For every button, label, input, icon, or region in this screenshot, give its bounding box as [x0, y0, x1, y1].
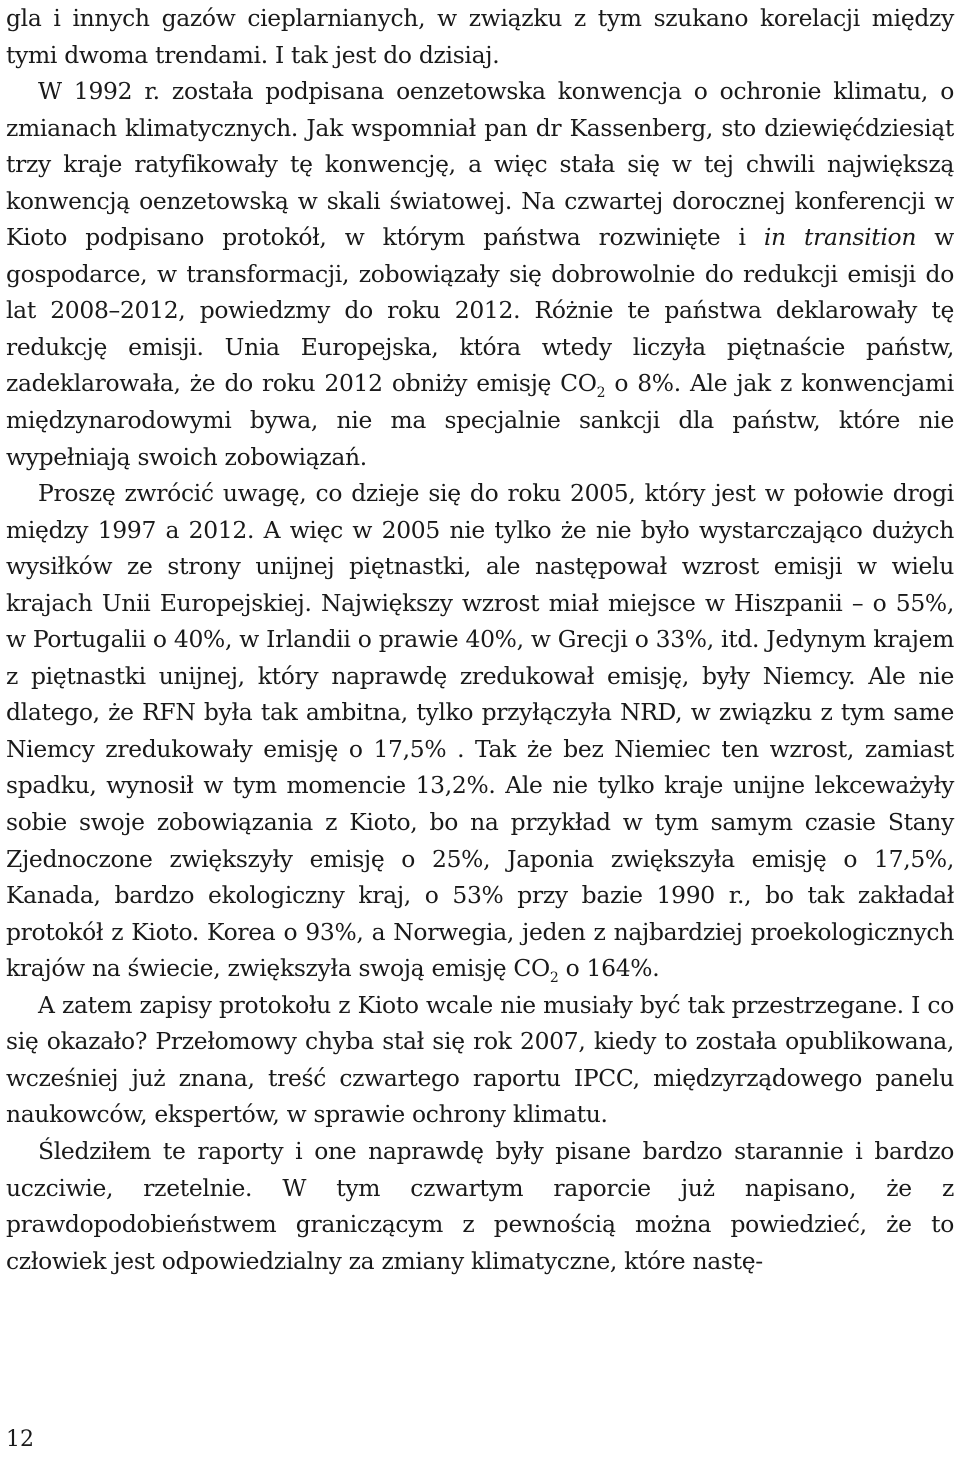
text-segment: A zatem zapisy protokołu z Kioto wcale nie musiały być tak przestrzegane. I co się okazało? Przełomowy chyba stał się rok 2007, kiedy to została opublikowana, wcześniej już znana, treść czwartego raportu IPCC, międzyrządowego panelu naukowców, ekspertów, w sprawie ochrony klimatu. [6, 990, 954, 1129]
italic-text: in transition [763, 223, 917, 252]
body-text [6, 0, 954, 1279]
text-segment: W 1992 r. została podpisana oenzetowska konwencja o ochronie klimatu, o zmianach klimatycznych. Jak wspomniał pan dr Kassenberg, sto dziewięćdziesiąt trzy kraje ratyfikowały tę konwencję, a więc stała się w tej chwili największą konwencją oenzetowską w skali światowej. Na czwartej dorocznej konferencji w Kioto podpisano protokół, w którym państwa rozwinięte i [6, 77, 954, 252]
text-segment: w gospodarce, w transformacji, zobowiązały się dobrowolnie do redukcji emisji do lat 2008–2012, powiedzmy do roku 2012. Różnie te państwa deklarowały tę redukcję emisji. Unia Europejska, która wtedy liczyła piętnaście państw, zadeklarowała, że do roku 2012 obniży emisję CO [6, 223, 955, 398]
text-segment: Proszę zwrócić uwagę, co dzieje się do roku 2005, który jest w połowie drogi między 1997 a 2012. A więc w 2005 nie tylko że nie było wystarczająco dużych wysiłków ze strony unijnej piętnastki, ale następował wzrost emisji w wielu krajach Unii Europejskiej. Największy wzrost miał miejsce w Hiszpanii – o 55%, w Portugalii o 40%, w Irlandii o prawie 40%, w Grecji o 33%, itd. Jedynym krajem z piętnastki unijnej, który naprawdę zredukował emisję, były Niemcy. Ale nie dlatego, że RFN była tak ambitna, tylko przyłączyła NRD, w związku z tym same Niemcy zredukowały emisję o 17,5% . Tak że bez Niemiec ten wzrost, zamiast spadku, wynosił w tym momencie 13,2%. Ale nie tylko kraje unijne lekceważyły sobie swoje zobowiązania z Kioto, bo na przykład w tym samym czasie Stany Zjednoczone zwiększyły emisję o 25%, Japonia zwiększyła emisję o 17,5%, Kanada, bardzo ekologiczny kraj, o 53% przy bazie 1990 r., bo tak zakładał protokół z Kioto. Korea o 93%, a Norwegia, jeden z najbardziej proekologicznych krajów na świecie, zwiększyła swoją emisję CO [6, 479, 954, 983]
paragraph-3 [6, 475, 954, 987]
subscript-text: 2 [549, 970, 559, 987]
text-segment: gla i innych gazów cieplarnianych, w związku z tym szukano korelacji między tymi dwoma trendami. I tak jest do dzisiaj. [6, 4, 954, 69]
paragraph-4 [6, 987, 954, 1133]
paragraph-2 [6, 73, 954, 475]
text-segment: o 164%. [558, 954, 660, 983]
paragraph-5 [6, 1133, 954, 1279]
subscript-text: 2 [596, 385, 606, 402]
text-segment: o 8%. Ale jak z konwencjami międzynarodowymi bywa, nie ma specjalnie sankcji dla państw, które nie wypełniają swoich zobowiązań. [6, 369, 954, 471]
document-page [6, 0, 954, 1460]
paragraph-1 [6, 0, 954, 73]
text-segment: Śledziłem te raporty i one naprawdę były pisane bardzo starannie i bardzo uczciwie, rzetelnie. W tym czwartym raporcie już napisano, że z prawdopodobieństwem graniczącym z pewnością można powiedzieć, że to człowiek jest odpowiedzialny za zmiany klimatyczne, które nastę- [6, 1136, 954, 1275]
page-number: 12 [6, 1427, 34, 1452]
